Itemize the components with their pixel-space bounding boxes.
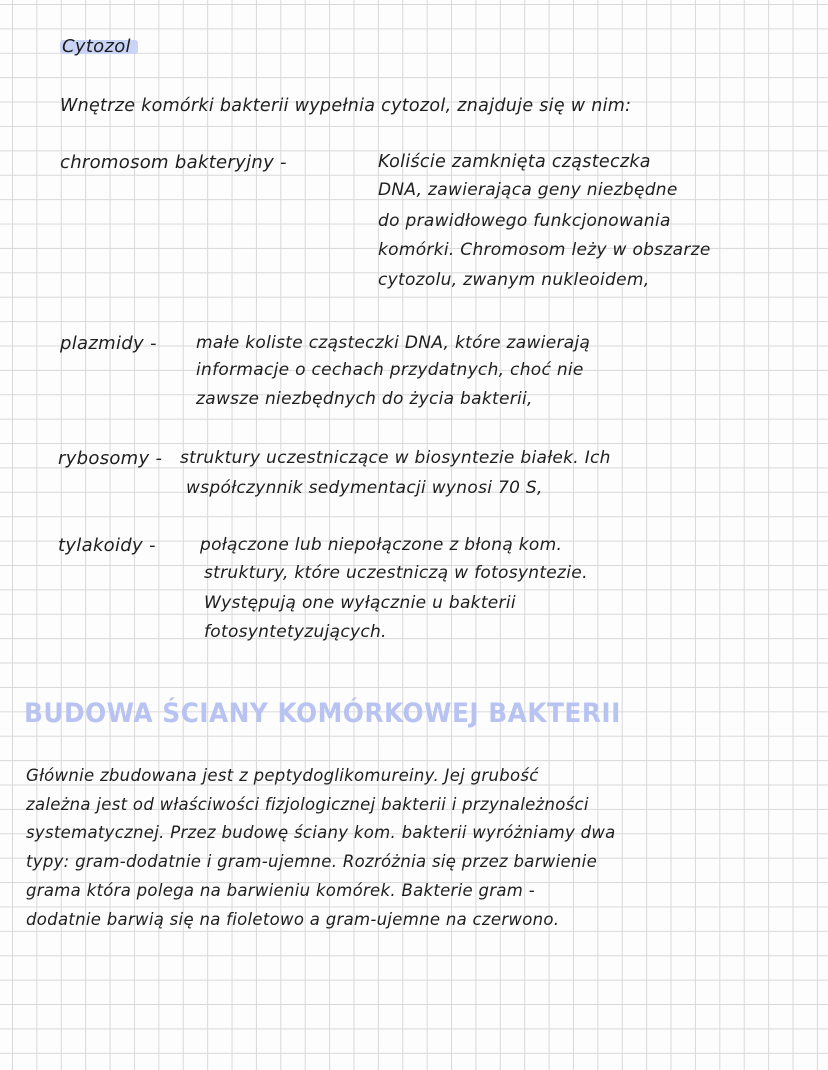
intro-text: Wnętrze komórki bakterii wypełnia cytozol, znajduje się w nim: <box>60 96 632 116</box>
definition-line: cytozolu, zwanym nukleoidem, <box>378 270 650 290</box>
definition-line: struktury uczestniczące w biosyntezie białek. Ich <box>180 448 611 468</box>
paragraph-line: grama która polega na barwieniu komórek. Bakterie gram - <box>26 881 535 900</box>
definition-line: struktury, które uczestniczą w fotosyntezie. <box>204 563 588 583</box>
term-tylakoidy: tylakoidy - <box>58 535 156 556</box>
section-title: Cytozol <box>62 36 131 57</box>
definition-line: małe koliste cząsteczki DNA, które zawierają <box>196 333 591 353</box>
definition-line: Koliście zamknięta cząsteczka <box>378 152 651 172</box>
paragraph-line: typy: gram-dodatnie i gram-ujemne. Rozróżnia się przez barwienie <box>26 852 598 871</box>
paragraph-line: Głównie zbudowana jest z peptydoglikomureiny. Jej grubość <box>26 766 539 785</box>
section-heading: BUDOWA ŚCIANY KOMÓRKOWEJ BAKTERII <box>24 698 621 729</box>
definition-line: DNA, zawierająca geny niezbędne <box>378 180 678 200</box>
definition-line: fotosyntetyzujących. <box>204 622 387 642</box>
definition-line: połączone lub niepołączone z błoną kom. <box>200 535 563 555</box>
definition-line: informacje o cechach przydatnych, choć nie <box>196 360 584 380</box>
paragraph-line: zależna jest od właściwości fizjologicznej bakterii i przynależności <box>26 795 589 814</box>
definition-line: zawsze niezbędnych do życia bakterii, <box>196 389 533 409</box>
paragraph-line: dodatnie barwią się na fioletowo a gram-ujemne na czerwono. <box>26 910 560 929</box>
definition-line: do prawidłowego funkcjonowania <box>378 211 671 231</box>
term-chromosom: chromosom bakteryjny - <box>60 152 287 173</box>
definition-line: Występują one wyłącznie u bakterii <box>204 593 516 613</box>
definition-line: komórki. Chromosom leży w obszarze <box>378 240 711 260</box>
term-rybosomy: rybosomy - <box>58 448 163 469</box>
definition-line: współczynnik sedymentacji wynosi 70 S, <box>186 478 543 498</box>
term-plazmidy: plazmidy - <box>60 333 157 354</box>
paragraph-line: systematycznej. Przez budowę ściany kom. bakterii wyróżniamy dwa <box>26 823 616 842</box>
